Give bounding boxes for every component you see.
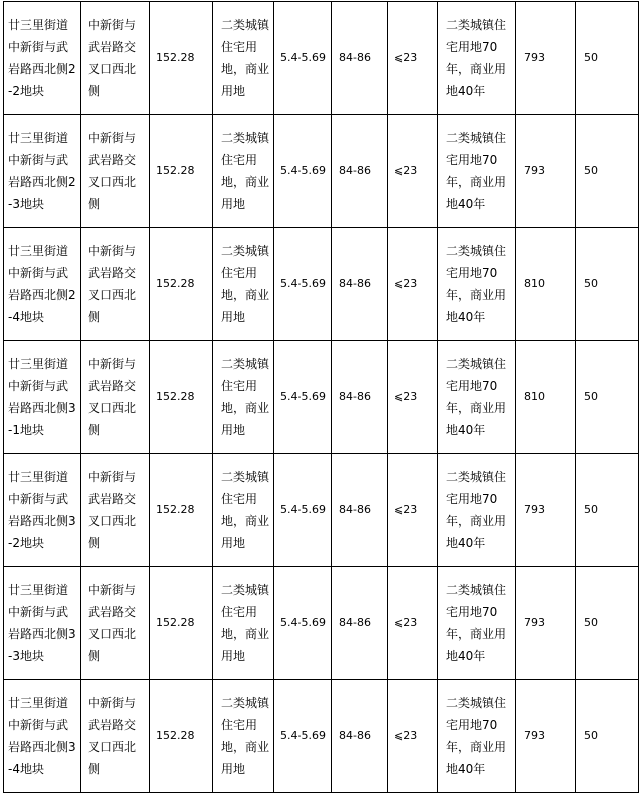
parcel-use-cell: 二类城镇住宅用地，商业用地 bbox=[213, 228, 274, 341]
lease-term-cell: 二类城镇住宅用地70年，商业用地40年 bbox=[438, 680, 516, 793]
green-ratio-cell: 50 bbox=[576, 680, 639, 793]
parcel-use-cell: 二类城镇住宅用地，商业用地 bbox=[213, 341, 274, 454]
parcel-location-cell: 中新街与武岩路交叉口西北侧 bbox=[81, 680, 150, 793]
table-body bbox=[4, 2, 639, 793]
parcel-use-cell: 二类城镇住宅用地，商业用地 bbox=[213, 567, 274, 680]
building-height-cell: 84-86 bbox=[332, 228, 388, 341]
table-row bbox=[4, 680, 639, 793]
parcel-area-cell: 152.28 bbox=[150, 454, 213, 567]
building-height-cell: 84-86 bbox=[332, 680, 388, 793]
building-count-cell: 810 bbox=[516, 228, 576, 341]
building-count-cell: 793 bbox=[516, 115, 576, 228]
parcel-location-cell: 中新街与武岩路交叉口西北侧 bbox=[81, 341, 150, 454]
lease-term-cell: 二类城镇住宅用地70年，商业用地40年 bbox=[438, 2, 516, 115]
lease-term-cell: 二类城镇住宅用地70年，商业用地40年 bbox=[438, 228, 516, 341]
table-row bbox=[4, 341, 639, 454]
table-row bbox=[4, 454, 639, 567]
building-count-cell: 793 bbox=[516, 567, 576, 680]
building-height-cell: 84-86 bbox=[332, 454, 388, 567]
plot-ratio-cell: 5.4-5.69 bbox=[274, 228, 332, 341]
parcel-name-cell: 廿三里街道中新街与武岩路西北侧2-4地块 bbox=[4, 228, 81, 341]
green-ratio-cell: 50 bbox=[576, 2, 639, 115]
plot-ratio-cell: 5.4-5.69 bbox=[274, 454, 332, 567]
parcel-area-cell: 152.28 bbox=[150, 115, 213, 228]
building-count-cell: 793 bbox=[516, 680, 576, 793]
parcel-use-cell: 二类城镇住宅用地，商业用地 bbox=[213, 680, 274, 793]
lease-term-cell: 二类城镇住宅用地70年，商业用地40年 bbox=[438, 567, 516, 680]
parcel-location-cell: 中新街与武岩路交叉口西北侧 bbox=[81, 115, 150, 228]
parcel-name-cell: 廿三里街道中新街与武岩路西北侧3-3地块 bbox=[4, 567, 81, 680]
parcel-area-cell: 152.28 bbox=[150, 2, 213, 115]
parcel-name-cell: 廿三里街道中新街与武岩路西北侧3-2地块 bbox=[4, 454, 81, 567]
parcel-area-cell: 152.28 bbox=[150, 228, 213, 341]
plot-ratio-cell: 5.4-5.69 bbox=[274, 341, 332, 454]
lease-term-cell: 二类城镇住宅用地70年，商业用地40年 bbox=[438, 454, 516, 567]
parcel-name-cell: 廿三里街道中新街与武岩路西北侧2-2地块 bbox=[4, 2, 81, 115]
building-density-cell: ⩽23 bbox=[388, 454, 438, 567]
parcel-location-cell: 中新街与武岩路交叉口西北侧 bbox=[81, 454, 150, 567]
building-density-cell: ⩽23 bbox=[388, 567, 438, 680]
parcel-name-cell: 廿三里街道中新街与武岩路西北侧2-3地块 bbox=[4, 115, 81, 228]
plot-ratio-cell: 5.4-5.69 bbox=[274, 2, 332, 115]
green-ratio-cell: 50 bbox=[576, 228, 639, 341]
parcel-area-cell: 152.28 bbox=[150, 341, 213, 454]
parcel-use-cell: 二类城镇住宅用地，商业用地 bbox=[213, 2, 274, 115]
plot-ratio-cell: 5.4-5.69 bbox=[274, 567, 332, 680]
parcel-area-cell: 152.28 bbox=[150, 567, 213, 680]
building-height-cell: 84-86 bbox=[332, 115, 388, 228]
parcel-use-cell: 二类城镇住宅用地，商业用地 bbox=[213, 115, 274, 228]
lease-term-cell: 二类城镇住宅用地70年，商业用地40年 bbox=[438, 341, 516, 454]
table-row bbox=[4, 115, 639, 228]
green-ratio-cell: 50 bbox=[576, 115, 639, 228]
building-density-cell: ⩽23 bbox=[388, 2, 438, 115]
parcel-location-cell: 中新街与武岩路交叉口西北侧 bbox=[81, 2, 150, 115]
plot-ratio-cell: 5.4-5.69 bbox=[274, 115, 332, 228]
parcel-use-cell: 二类城镇住宅用地，商业用地 bbox=[213, 454, 274, 567]
building-height-cell: 84-86 bbox=[332, 2, 388, 115]
green-ratio-cell: 50 bbox=[576, 567, 639, 680]
parcel-location-cell: 中新街与武岩路交叉口西北侧 bbox=[81, 228, 150, 341]
green-ratio-cell: 50 bbox=[576, 454, 639, 567]
building-density-cell: ⩽23 bbox=[388, 115, 438, 228]
parcel-name-cell: 廿三里街道中新街与武岩路西北侧3-4地块 bbox=[4, 680, 81, 793]
building-height-cell: 84-86 bbox=[332, 341, 388, 454]
building-count-cell: 810 bbox=[516, 341, 576, 454]
building-density-cell: ⩽23 bbox=[388, 341, 438, 454]
building-count-cell: 793 bbox=[516, 2, 576, 115]
plot-ratio-cell: 5.4-5.69 bbox=[274, 680, 332, 793]
lease-term-cell: 二类城镇住宅用地70年，商业用地40年 bbox=[438, 115, 516, 228]
table-row bbox=[4, 567, 639, 680]
parcel-location-cell: 中新街与武岩路交叉口西北侧 bbox=[81, 567, 150, 680]
parcel-area-cell: 152.28 bbox=[150, 680, 213, 793]
building-height-cell: 84-86 bbox=[332, 567, 388, 680]
table-row bbox=[4, 228, 639, 341]
green-ratio-cell: 50 bbox=[576, 341, 639, 454]
building-density-cell: ⩽23 bbox=[388, 680, 438, 793]
building-density-cell: ⩽23 bbox=[388, 228, 438, 341]
land-parcel-table bbox=[3, 1, 639, 793]
parcel-name-cell: 廿三里街道中新街与武岩路西北侧3-1地块 bbox=[4, 341, 81, 454]
table-row bbox=[4, 2, 639, 115]
building-count-cell: 793 bbox=[516, 454, 576, 567]
